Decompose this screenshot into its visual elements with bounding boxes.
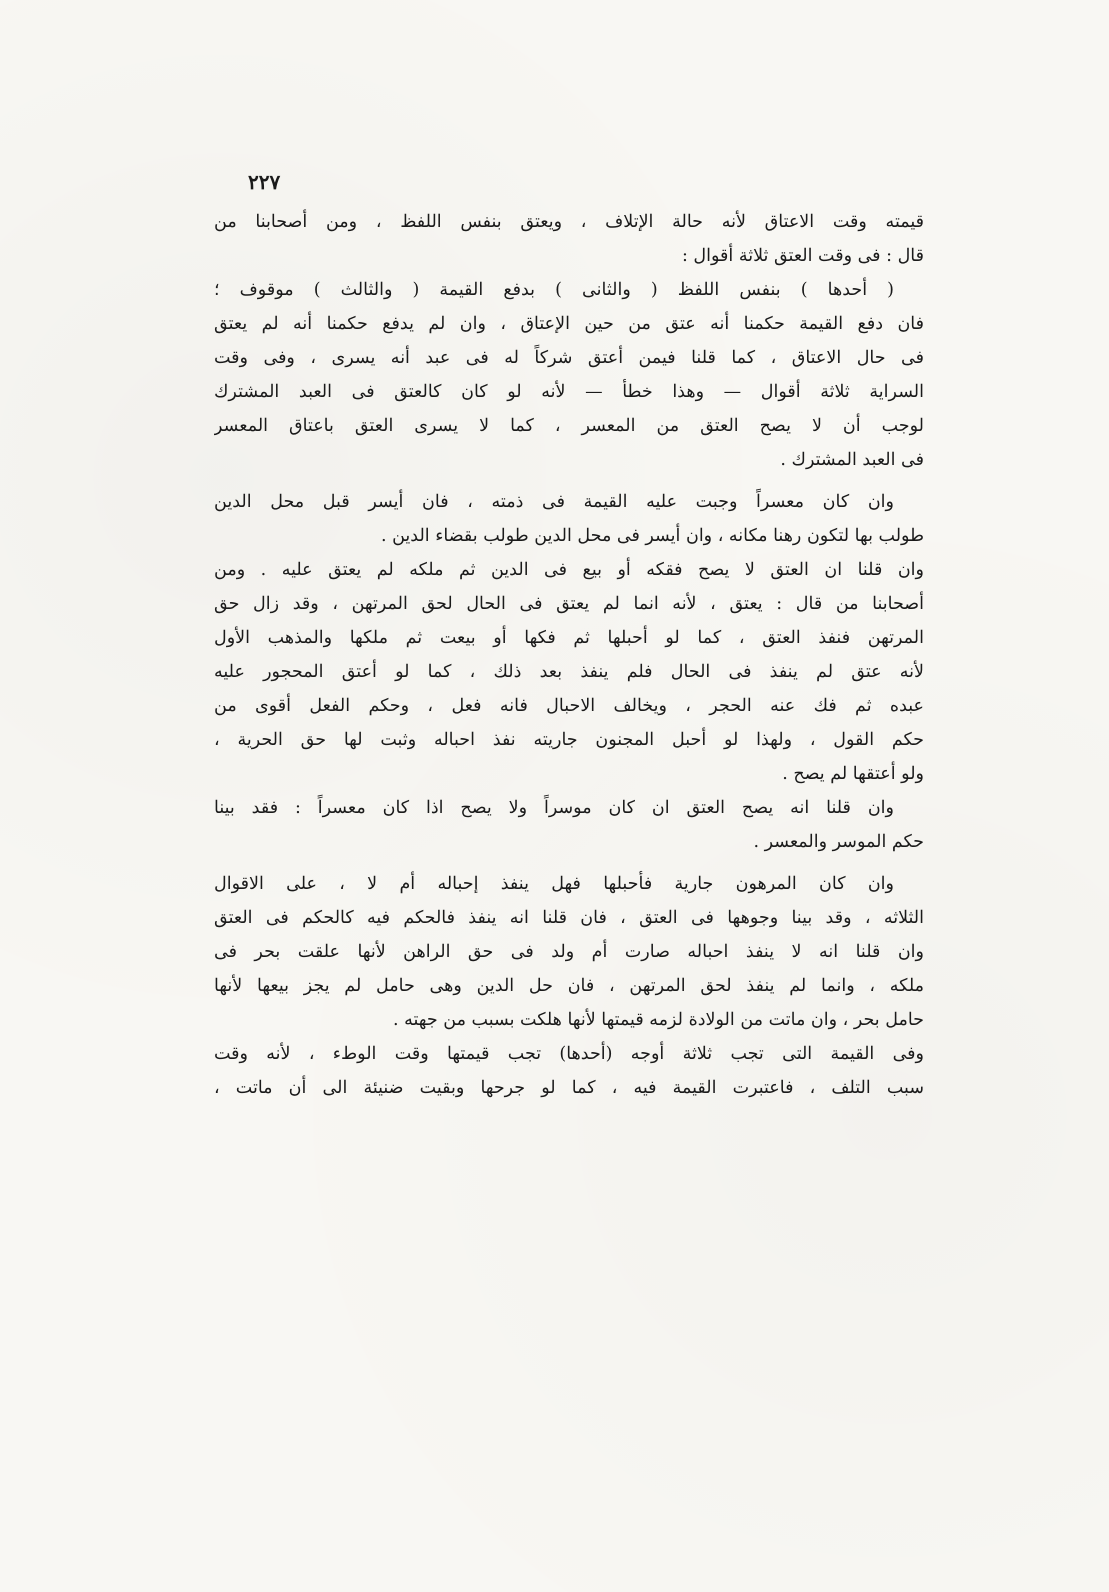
text-line: فى حال الاعتاق ، كما قلنا فيمن أعتق شركاً له فى عبد أنه يسرى ، وفى وقت [214, 348, 924, 368]
text-line: حامل بحر ، وان ماتت من الولادة لزمه قيمتها لأنها هلكت بسبب من جهته . [393, 1010, 924, 1030]
text-line: عبده ثم فك عنه الحجر ، ويخالف الاحبال فانه فعل ، وحكم الفعل أقوى من [214, 696, 924, 716]
page-number: ٢٢٧ [248, 170, 281, 194]
text-line: وان قلنا انه لا ينفذ احباله صارت أم ولد فى حق الراهن لأنها علقت بحر فى [214, 942, 924, 962]
body-text [214, 205, 924, 1105]
text-line: قيمته وقت الاعتاق لأنه حالة الإتلاف ، ويعتق بنفس اللفظ ، ومن أصحابنا من [214, 212, 924, 232]
text-line: حكم القول ، ولهذا لو أحبل المجنون جاريته نفذ احباله وثبت لها حق الحرية ، [214, 730, 924, 750]
text-line: طولب بها لتكون رهنا مكانه ، وان أيسر فى محل الدين طولب بقضاء الدين . [380, 526, 924, 546]
text-line: وفى القيمة التى تجب ثلاثة أوجه (أحدها) تجب قيمتها وقت الوطء ، لأنه وقت [214, 1044, 924, 1064]
paragraph-gap [214, 859, 924, 867]
text-line: السراية ثلاثة أقوال — وهذا خطأ — لأنه لو كان كالعتق فى العبد المشترك [214, 382, 924, 402]
text-line: المرتهن فنفذ العتق ، كما لو أحبلها ثم فكها أو بيعت ثم ملكها والمذهب الأول [214, 628, 924, 648]
text-line: ( أحدها ) بنفس اللفظ ( والثانى ) بدفع القيمة ( والثالث ) موقوف ؛ [214, 280, 894, 300]
text-line: فى العبد المشترك . [780, 450, 924, 470]
text-line: قال : فى وقت العتق ثلاثة أقوال : [681, 246, 924, 266]
paragraph-gap [214, 477, 924, 485]
text-line: وان كان معسراً وجبت عليه القيمة فى ذمته ، فان أيسر قبل محل الدين [214, 492, 894, 512]
text-line: فان دفع القيمة حكمنا أنه عتق من حين الإعتاق ، وان لم يدفع حكمنا أنه لم يعتق [214, 314, 924, 334]
text-line: وان قلنا ان العتق لا يصح فقكه أو بيع فى الدين ثم ملكه لم يعتق عليه . ومن [214, 560, 924, 580]
text-line: سبب التلف ، فاعتبرت القيمة فيه ، كما لو جرحها وبقيت ضنيئة الى أن ماتت ، [214, 1078, 924, 1098]
text-line: حكم الموسر والمعسر . [753, 832, 924, 852]
text-line: ملكه ، وانما لم ينفذ لحق المرتهن ، فان حل الدين وهى حامل لم يجز بيعها لأنها [214, 976, 924, 996]
text-line: لوجب أن لا يصح العتق من المعسر ، كما لا يسرى العتق باعتاق المعسر [214, 416, 924, 436]
text-line: الثلاثه ، وقد بينا وجوهها فى العتق ، فان قلنا انه ينفذ فالحكم فيه كالحكم فى العتق [214, 908, 924, 928]
text-line: أصحابنا من قال : يعتق ، لأنه انما لم يعتق فى الحال لحق المرتهن ، وقد زال حق [214, 594, 924, 614]
text-line: وان قلنا انه يصح العتق ان كان موسراً ولا يصح اذا كان معسراً : فقد بينا [214, 798, 894, 818]
text-line: ولو أعتقها لم يصح . [782, 764, 924, 784]
text-line: وان كان المرهون جارية فأحبلها فهل ينفذ إحباله أم لا ، على الاقوال [214, 874, 894, 894]
text-line: لأنه عتق لم ينفذ فى الحال فلم ينفذ بعد ذلك ، كما لو أعتق المحجور عليه [214, 662, 924, 682]
